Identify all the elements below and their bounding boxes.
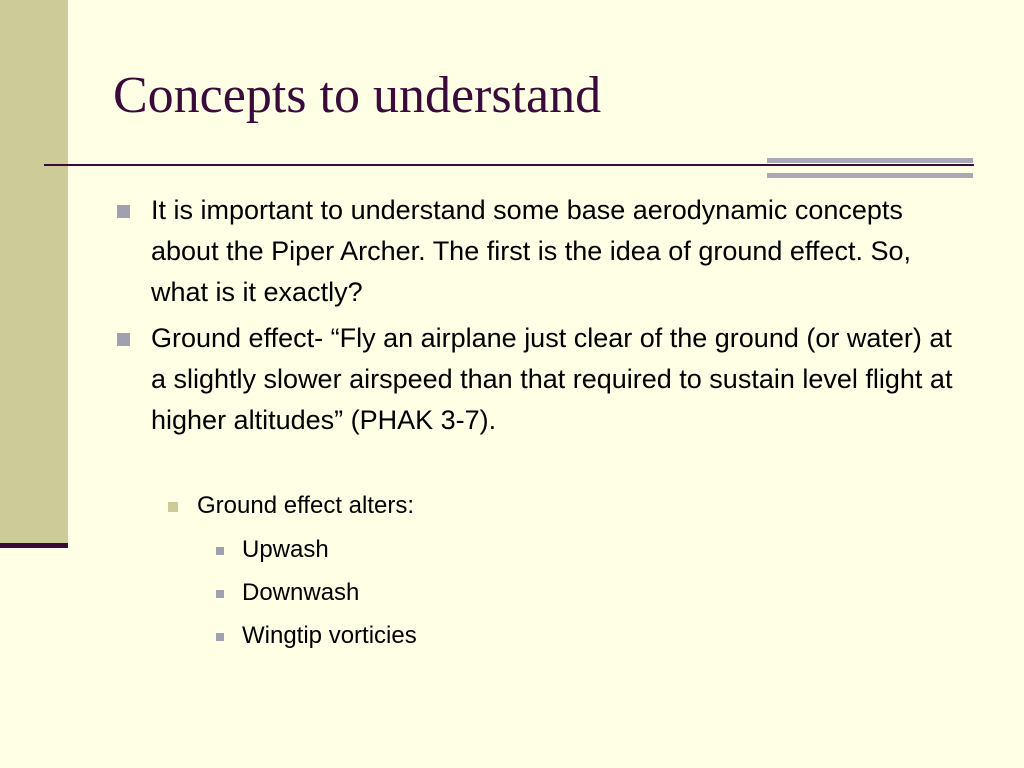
sub-sub-bullet-item [242, 620, 842, 652]
bullet-text: Upwash [242, 536, 329, 563]
bullet-item [151, 318, 971, 441]
slide-title: Concepts to understand [113, 67, 602, 124]
square-bullet-icon [216, 590, 224, 598]
bullet-text: Wingtip vorticies [242, 622, 417, 649]
sub-bullet-item [197, 490, 897, 522]
sub-sub-bullet-item [242, 534, 842, 566]
square-bullet-icon [216, 633, 224, 641]
square-bullet-icon [216, 547, 224, 555]
bullet-text: Ground effect- “Fly an airplane just clear of the ground (or water) at a slightly slower airspeed than that required to sustain level flight at higher altitudes” (PHAK 3-7). [151, 323, 953, 435]
bullet-text: Downwash [242, 579, 360, 606]
square-bullet-icon [117, 333, 130, 346]
sub-sub-bullet-item [242, 577, 842, 609]
square-bullet-icon [168, 502, 178, 512]
square-bullet-icon [117, 205, 130, 218]
bullet-text: Ground effect alters: [197, 492, 415, 519]
bullet-text: It is important to understand some base aerodynamic concepts about the Piper Archer. The first is the idea of ground effect. So, what is it exactly? [151, 195, 911, 307]
bullet-item [151, 190, 971, 313]
